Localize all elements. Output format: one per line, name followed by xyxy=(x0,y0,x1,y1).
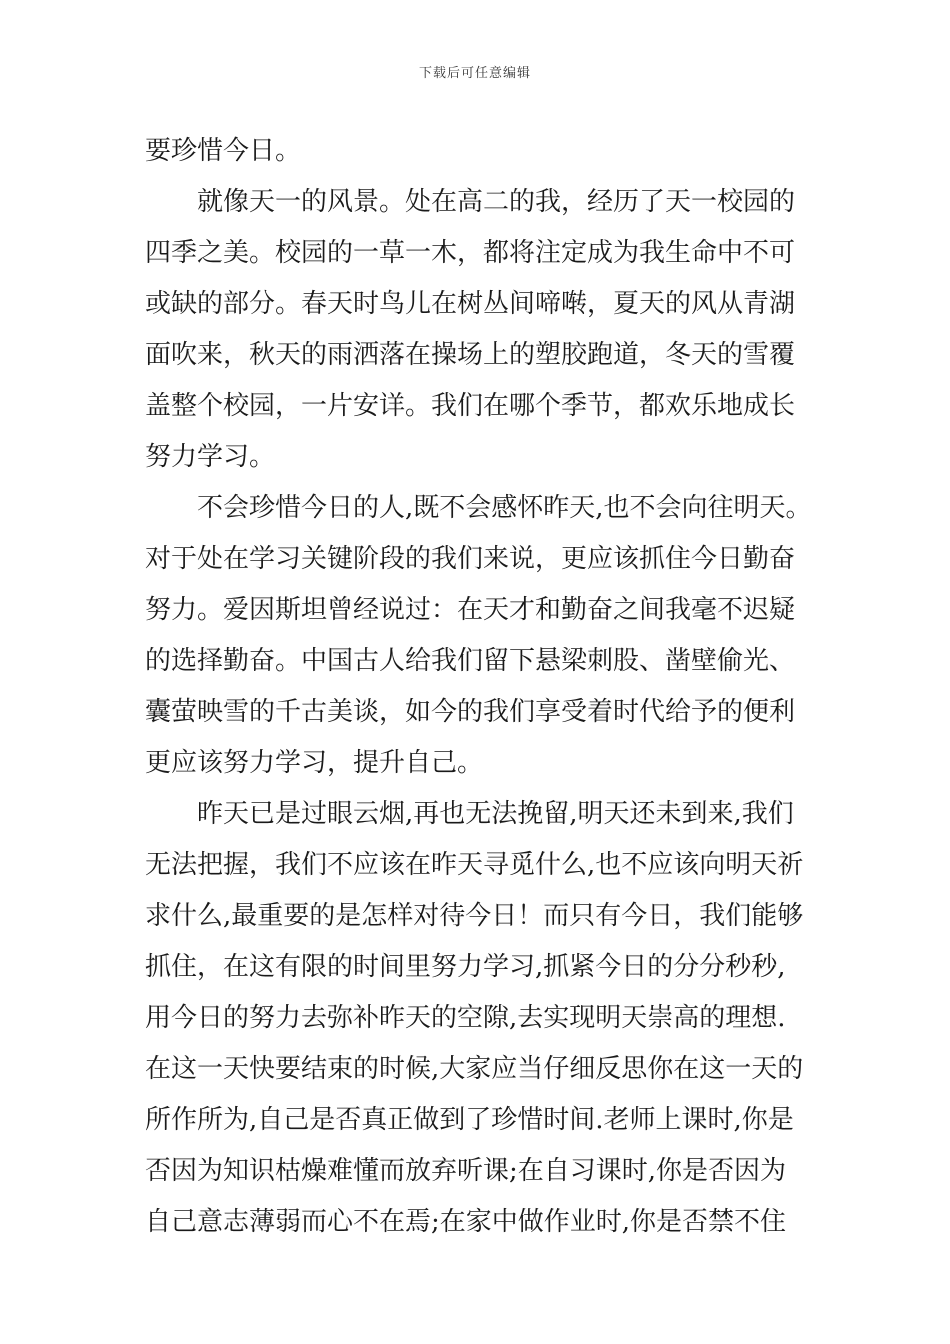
text-line: 努力。爱因斯坦曾经说过：在天才和勤奋之间我毫不迟疑 xyxy=(145,595,796,625)
text-line: 要珍惜今日。 xyxy=(145,136,302,166)
text-line: 否因为知识枯燥难懂而放弃听课;在自习课时,你是否因为 xyxy=(145,1156,787,1186)
text-line: 在这一天快要结束的时候,大家应当仔细反思你在这一天的 xyxy=(145,1054,804,1084)
text-line: 昨天已是过眼云烟,再也无法挽留,明天还未到来,我们 xyxy=(197,799,794,829)
document-body xyxy=(145,126,817,1248)
text-line: 努力学习。 xyxy=(145,442,276,472)
text-line: 更应该努力学习，提升自己。 xyxy=(145,748,484,778)
text-line: 无法把握，我们不应该在昨天寻觅什么,也不应该向明天祈 xyxy=(145,850,804,880)
text-line: 面吹来，秋天的雨洒落在操场上的塑胶跑道，冬天的雪覆 xyxy=(145,340,796,370)
text-line: 对于处在学习关键阶段的我们来说，更应该抓住今日勤奋 xyxy=(145,544,796,574)
text-line: 四季之美。校园的一草一木，都将注定成为我生命中不可 xyxy=(145,238,796,268)
text-line: 盖整个校园，一片安详。我们在哪个季节，都欢乐地成长 xyxy=(145,391,796,421)
text-line: 所作所为,自己是否真正做到了珍惜时间.老师上课时,你是 xyxy=(145,1105,794,1135)
text-line: 囊萤映雪的千古美谈，如今的我们享受着时代给予的便利 xyxy=(145,697,796,727)
text-line: 或缺的部分。春天时鸟儿在树丛间啼啭，夏天的风从青湖 xyxy=(145,289,796,319)
text-line: 抓住，在这有限的时间里努力学习,抓紧今日的分分秒秒, xyxy=(145,952,786,982)
text-line: 就像天一的风景。处在高二的我，经历了天一校园的 xyxy=(197,187,796,217)
text-line: 自己意志薄弱而心不在焉;在家中做作业时,你是否禁不住 xyxy=(145,1207,787,1237)
text-line: 求什么,最重要的是怎样对待今日！而只有今日，我们能够 xyxy=(145,901,804,931)
text-line: 用今日的努力去弥补昨天的空隙,去实现明天崇高的理想. xyxy=(145,1003,786,1033)
page-header: 下载后可任意编辑 xyxy=(418,66,531,81)
text-line: 不会珍惜今日的人,既不会感怀昨天,也不会向往明天。 xyxy=(197,493,812,523)
text-line: 的选择勤奋。中国古人给我们留下悬梁刺股、凿壁偷光、 xyxy=(145,646,796,676)
